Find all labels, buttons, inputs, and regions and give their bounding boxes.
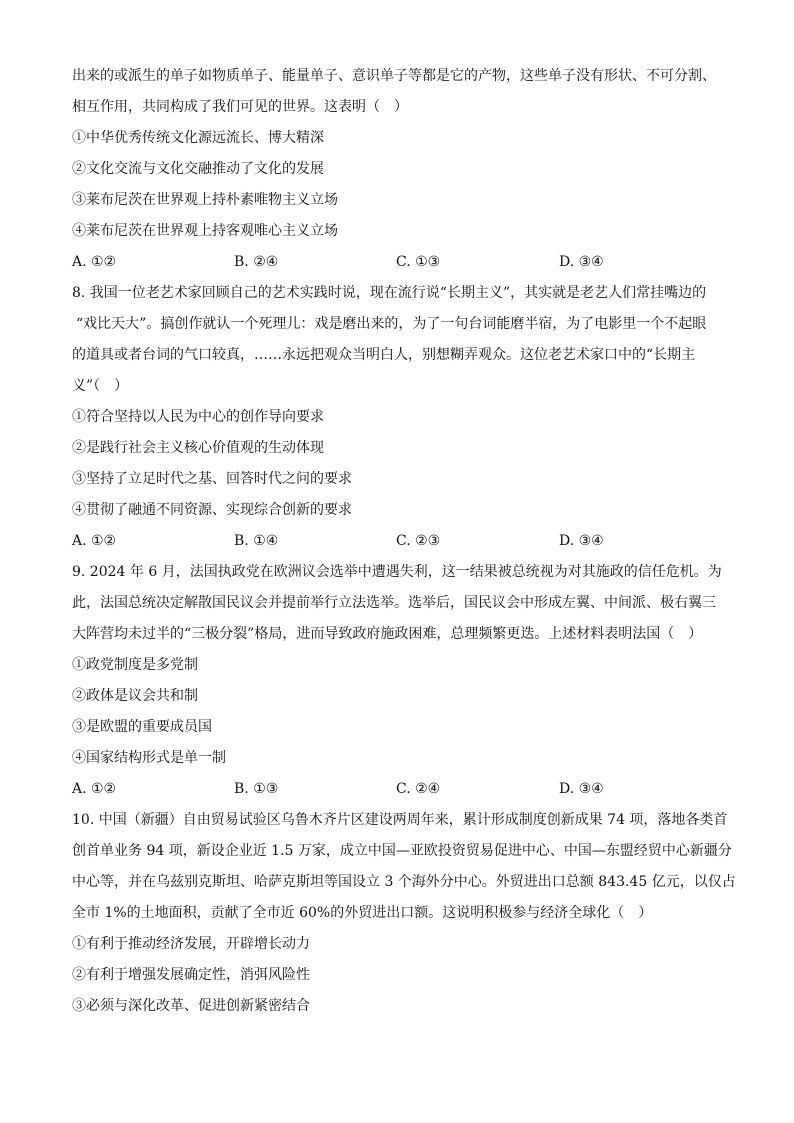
q10-statement: ①有利于推动经济发展，开辟增长动力 (72, 936, 310, 952)
q10-stem-line: 创首单业务 94 项，新设企业近 1.5 万家，成立中国—亚欧投资贸易促进中心、中国—东盟经贸中心新疆分 (72, 843, 732, 859)
q9-statement: ④国家结构形式是单一制 (72, 750, 226, 766)
q7-statement: ④莱布尼茨在世界观上持客观唯心主义立场 (72, 223, 338, 239)
q8-statement: ④贯彻了融通不同资源、实现综合创新的要求 (72, 502, 352, 518)
q9-stem-line: 此，法国总统决定解散国民议会并提前举行立法选举。选举后，国民议会中形成左翼、中间派、极右翼三 (72, 595, 716, 611)
q8-statement: ③坚持了立足时代之基、回答时代之问的要求 (72, 471, 352, 487)
q9-stem-line: 大阵营均未过半的“三极分裂”格局，进而导致政府施政困难，总理频繁更迭。上述材料表明法国（ ） (72, 626, 703, 642)
q8-option-b[interactable]: B. ①④ (234, 533, 279, 549)
q8-option-a[interactable]: A. ①② (72, 533, 117, 549)
q7-statement: ②文化交流与文化交融推动了文化的发展 (72, 161, 324, 177)
q9-statement: ①政党制度是多党制 (72, 657, 198, 673)
q9-option-d[interactable]: D. ③④ (559, 781, 604, 797)
q9-statement: ②政体是议会共和制 (72, 688, 198, 704)
q8-stem-line: 的道具或者台词的气口较真，……永远把观众当明白人，别想糊弄观众。这位老艺术家口中的“长期主 (72, 347, 696, 363)
q10-stem-line: 全市 1%的土地面积，贡献了全市近 60%的外贸进出口额。这说明积极参与经济全球化（ ） (72, 905, 653, 921)
q9-option-c[interactable]: C. ②④ (396, 781, 441, 797)
q10-statement: ②有利于增强发展确定性，消弭风险性 (72, 967, 310, 983)
q7-statement: ③莱布尼茨在世界观上持朴素唯物主义立场 (72, 192, 338, 208)
q7-stem-line: 相互作用，共同构成了我们可见的世界。这表明（ ） (72, 99, 408, 115)
q8-statement: ①符合坚持以人民为中心的创作导向要求 (72, 409, 324, 425)
q7-statement: ①中华优秀传统文化源远流长、博大精深 (72, 130, 324, 146)
q8-stem-line: “戏比天大”。搞创作就认一个死理儿：戏是磨出来的，为了一句台词能磨半宿，为了电影里一个不起眼 (76, 316, 707, 332)
q10-stem-line: 中心等，并在乌兹别克斯坦、哈萨克斯坦等国设立 3 个海外分中心。外贸进出口总额 843.45 亿元，以仅占 (72, 874, 736, 890)
q7-stem-line: 出来的或派生的单子如物质单子、能量单子、意识单子等都是它的产物，这些单子没有形状、不可分割、 (72, 68, 716, 84)
q7-option-b[interactable]: B. ②④ (234, 254, 279, 270)
q8-option-d[interactable]: D. ③④ (559, 533, 604, 549)
q8-stem-line: 8. 我国一位老艺术家回顾自己的艺术实践时说，现在流行说“长期主义”，其实就是老艺人们常挂嘴边的 (72, 285, 707, 301)
q9-option-b[interactable]: B. ①③ (234, 781, 279, 797)
q7-option-a[interactable]: A. ①② (72, 254, 117, 270)
q9-stem-line: 9. 2024 年 6 月，法国执政党在欧洲议会选举中遭遇失利，这一结果被总统视为对其施政的信任危机。为 (72, 564, 722, 580)
q8-option-c[interactable]: C. ②③ (396, 533, 441, 549)
q9-option-a[interactable]: A. ①② (72, 781, 117, 797)
q10-stem-line: 10. 中国（新疆）自由贸易试验区乌鲁木齐片区建设两周年来，累计形成制度创新成果 74 项，落地各类首 (72, 812, 728, 828)
q8-statement: ②是践行社会主义核心价值观的生动体现 (72, 440, 324, 456)
q7-option-c[interactable]: C. ①③ (396, 254, 441, 270)
q7-option-d[interactable]: D. ③④ (559, 254, 604, 270)
q9-statement: ③是欧盟的重要成员国 (72, 719, 212, 735)
q10-statement: ③必须与深化改革、促进创新紧密结合 (72, 998, 310, 1014)
q8-stem-line: 义”（ ） (72, 378, 129, 394)
